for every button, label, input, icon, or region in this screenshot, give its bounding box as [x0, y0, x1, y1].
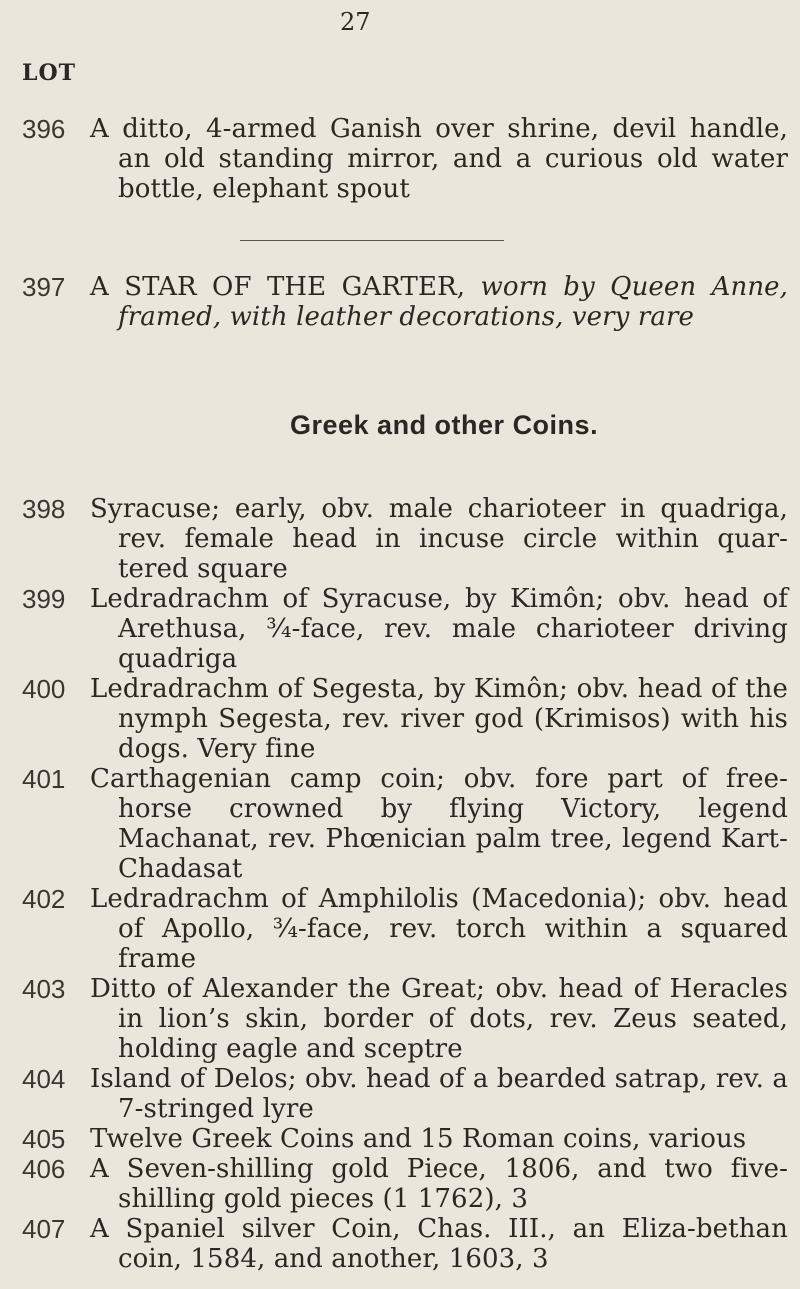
lot-column-label: LOT — [22, 60, 77, 86]
lot-description: Syracuse; early, obv. male charioteer in quadriga, rev. female head in incuse circle within quar-tered square — [90, 494, 788, 584]
lot-number: 398 — [22, 494, 66, 524]
section-heading: Greek and other Coins. — [290, 410, 599, 440]
lot-description: Carthagenian camp coin; obv. fore part of free-horse crowned by flying Victory, legend Machanat, rev. Phœnician palm tree, legend Kart-Chadasat — [90, 764, 788, 884]
lot-number: 396 — [22, 114, 66, 144]
lot-number: 399 — [22, 584, 66, 614]
lot-description: A Seven-shilling gold Piece, 1806, and two five-shilling gold pieces (1 1762), 3 — [90, 1154, 788, 1214]
lot-number: 407 — [22, 1214, 66, 1244]
lot-number: 402 — [22, 884, 66, 914]
lot-description: Ledradrachm of Segesta, by Kimôn; obv. head of the nymph Segesta, rev. river god (Krimisos) with his dogs. Very fine — [90, 674, 788, 764]
lot-description: Twelve Greek Coins and 15 Roman coins, various — [90, 1124, 747, 1154]
lot-description: Ditto of Alexander the Great; obv. head of Heracles in lion’s skin, border of dots, rev. Zeus seated, holding eagle and sceptre — [90, 974, 788, 1064]
lot-number: 406 — [22, 1154, 66, 1184]
lot-number: 400 — [22, 674, 66, 704]
page-number: 27 — [340, 8, 371, 36]
lot-description: Island of Delos; obv. head of a bearded satrap, rev. a 7-stringed lyre — [90, 1064, 788, 1124]
lot-description: Ledradrachm of Syracuse, by Kimôn; obv. head of Arethusa, ¾-face, rev. male charioteer driving quadriga — [90, 584, 788, 674]
lot-number: 397 — [22, 272, 66, 302]
lot-number: 401 — [22, 764, 66, 794]
lot-title-italic: worn by Queen Anne, framed, with leather decorations, very rare — [118, 272, 789, 332]
lot-description: A ditto, 4-armed Ganish over shrine, devil handle, an old standing mirror, and a curious old water bottle, elephant spout — [90, 114, 788, 204]
lot-number: 404 — [22, 1064, 66, 1094]
lot-description — [90, 272, 788, 332]
lot-description: Ledradrachm of Amphilolis (Macedonia); obv. head of Apollo, ¾-face, rev. torch within a squared frame — [90, 884, 788, 974]
lot-title: A STAR OF THE GARTER, — [90, 272, 481, 302]
lot-number: 403 — [22, 974, 66, 1004]
lot-number: 405 — [22, 1124, 66, 1154]
lot-description: A Spaniel silver Coin, Chas. III., an Eliza-bethan coin, 1584, and another, 1603, 3 — [90, 1214, 788, 1274]
section-divider — [240, 240, 504, 241]
